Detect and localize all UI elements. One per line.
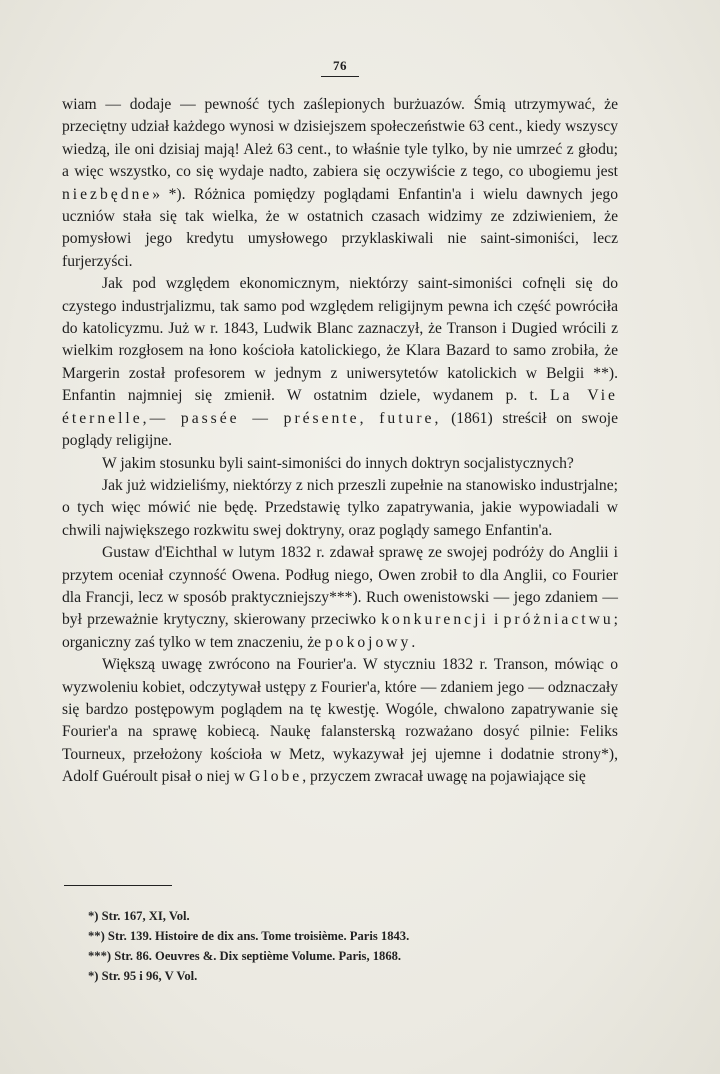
text-run: Większą uwagę zwrócono na Fourier'a. W styczniu 1832 r. Transon, mówiąc o wyzwoleniu kobiet, odczytywał ustępy z Fourier'a, które — zdaniem jego — odznaczały się bardzo postępowym poglądem na tę kwestję. Wogóle, chwalono zapatrywanie się Fourier'a na sprawę kobiecą. Naukę falansterską rozważano dosyć pilnie: Feliks Tourneux, przełożony kościoła w Metz, wykazywał jej ujemne i dodatnie strony*), Adolf Guéroult pisał o niej w (62, 656, 618, 786)
paragraph (62, 94, 618, 273)
text-run: Jak pod względem ekonomicznym, niektórzy saint-simoniści cofnęli się do czystego industrjalizmu, tak samo pod względem religijnym pewna ich część powróciła do katolicyzmu. Już w r. 1843, Ludwik Blanc zaznaczył, że Transon i Dugied wrócili z wielkim rozgłosem na łono kościoła katolickiego, że Klara Bazard to samo zrobiła, że Margerin został profesorem w jednym z uniwersytetów katolickich w Belgii **). Enfantin najmniej się zmienił. W ostatnim dziele, wydanem p. t. (62, 275, 618, 405)
page-number-underline (321, 76, 359, 77)
spaced-emphasis-text: Globe (249, 768, 303, 786)
text-run: W jakim stosunku byli saint-simoniści do innych doktryn socjalistycznych? (102, 454, 574, 472)
footnotes (88, 906, 588, 986)
body-text (62, 94, 618, 789)
spaced-emphasis-text: konkurencji (381, 611, 489, 629)
text-run: ; organiczny zaś tylko w tem znaczeniu, że (62, 611, 618, 651)
spaced-emphasis-text: próżniactwu (503, 611, 614, 629)
paragraph (62, 542, 618, 654)
page-number: 76 (333, 58, 347, 73)
footnote: ***) Str. 86. Oeuvres &. Dix septième Volume. Paris, 1868. (88, 949, 402, 963)
text-run: » *). Różnica pomiędzy poglądami Enfantin'a i wielu dawnych jego uczniów stała się tak wielka, że w ostatnich czasach widzimy ze zdziwieniem, że pomysłowi jego kredytu umysłowego przyklaskiwali nie saint-simoniści, lecz furjerzyści. (62, 185, 618, 270)
spaced-emphasis-text: pokojowy (324, 633, 412, 651)
paragraph (62, 654, 618, 788)
text-run: Jak już widzieliśmy, niektórzy z nich przeszli zupełnie na stanowisko industrjalne; o tych więc mówić nie będę. Przedstawię tylko zapatrywania, jakie wypowiadali w chwili największego rozkwitu swej doktryny, oraz poglądy samego Enfantin'a. (62, 476, 618, 539)
footnote: **) Str. 139. Histoire de dix ans. Tome troisième. Paris 1843. (88, 929, 410, 943)
text-run: wiam — dodaje — pewność tych zaślepionych burżuazów. Śmią utrzymywać, że przeciętny udział każdego wynosi w dzisiejszem społeczeństwie 63 cent., kiedy wszyscy wiedzą, ile oni dzisiaj mają! Ależ 63 cent., to właśnie tyle tylko, by nie umrzeć z głodu; a więc wszystko, co się wydaje nadto, zabiera się oczywiście z tego, co ubogiemu jest (62, 96, 618, 181)
spaced-emphasis-text: niezbędne (62, 185, 153, 203)
spaced-emphasis-text: La Vie éternelle,— passée — présente, future, (62, 387, 618, 427)
text-run: Gustaw d'Eichthal w lutym 1832 r. zdawał sprawę ze swojej podróży do Anglii i przytem oceniał czynność Owena. Podług niego, Owen zrobił to dla Anglii, co Fourier dla Francji, lecz w sposób praktyczniejszy***). Ruch owenistowski — jego zdaniem — był przeważnie krytyczny, skierowany przeciwko (62, 544, 618, 629)
footnote: *) Str. 167, XI, Vol. (88, 909, 190, 923)
footnote-separator (64, 885, 172, 886)
text-run: i (488, 611, 504, 629)
paragraph (62, 453, 618, 475)
text-run: (1861) streścił on swoje poglądy religijne. (62, 409, 618, 450)
text-run: , przyczem zwracał uwagę na pojawiające się (302, 768, 586, 786)
paragraph (62, 273, 618, 452)
paragraph (62, 475, 618, 542)
footnote: *) Str. 95 i 96, V Vol. (88, 969, 198, 983)
text-run: . (411, 633, 416, 651)
